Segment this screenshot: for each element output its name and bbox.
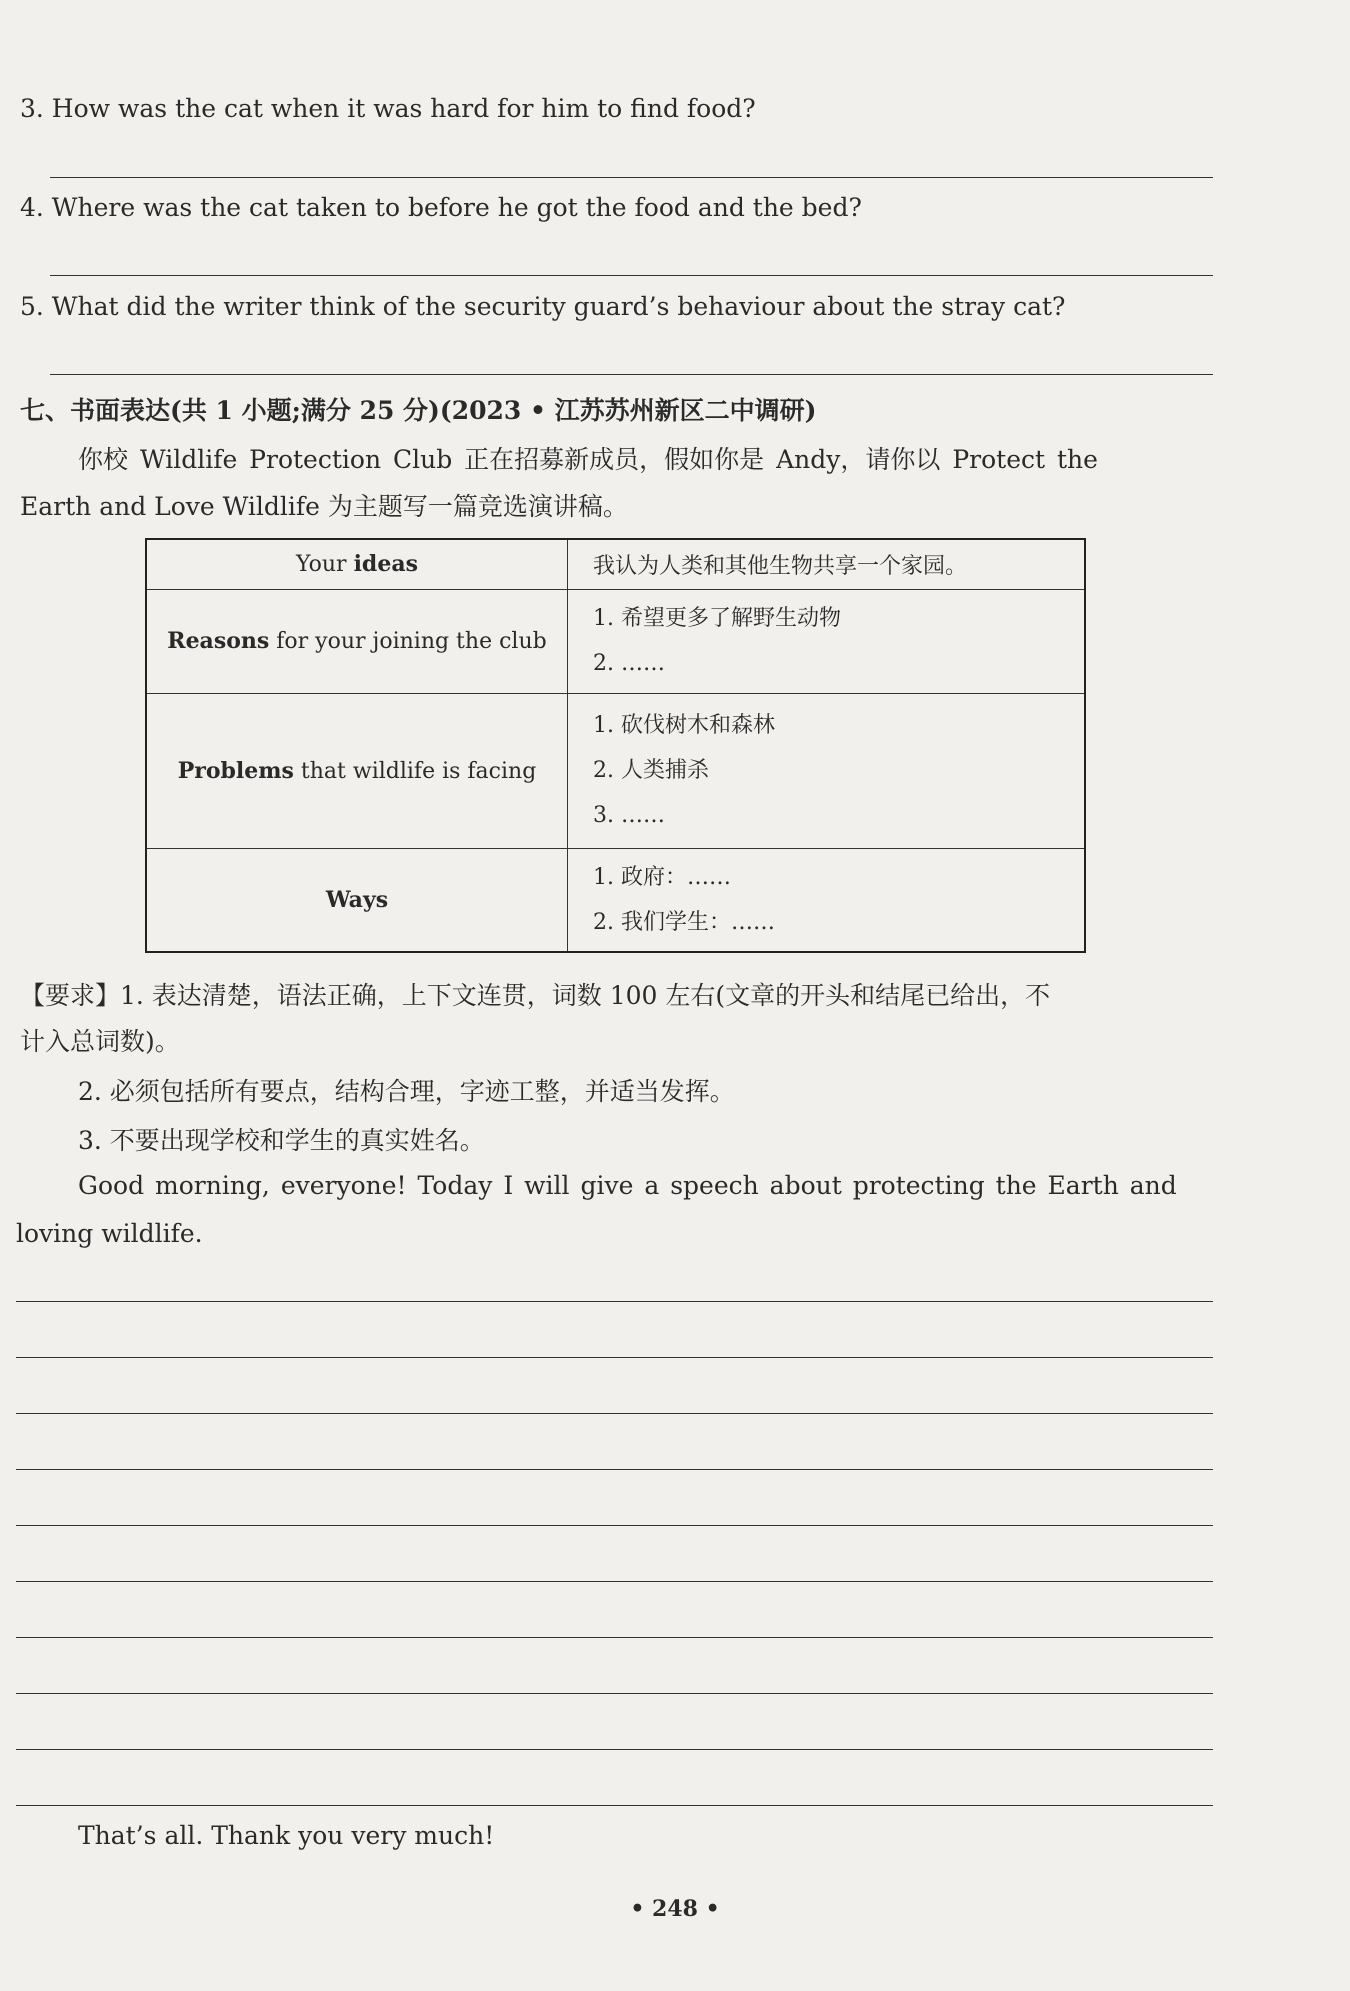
label-text: Your [296, 552, 354, 578]
answer-line-5[interactable] [50, 374, 1213, 375]
essay-opening-line-2: loving wildlife. [16, 1219, 203, 1248]
question-5: 5. What did the writer think of the security guard’s behaviour about the stray cat? [20, 292, 1066, 321]
cell-line: 2. 人类捕杀 [593, 758, 709, 783]
intro-line-2: Earth and Love Wildlife 为主题写一篇竞选演讲稿。 [20, 492, 628, 521]
question-4: 4. Where was the cat taken to before he got the food and the bed? [20, 193, 862, 222]
table-row [146, 848, 1085, 952]
table-row [146, 539, 1085, 589]
intro-line-1: 你校 Wildlife Protection Club 正在招募新成员，假如你是 Andy，请你以 Protect the [78, 445, 1098, 474]
question-3: 3. How was the cat when it was hard for him to find food? [20, 94, 756, 123]
row-label-problems [146, 693, 568, 848]
label-bold: ideas [353, 551, 418, 578]
cell-line: 1. 砍伐树木和森林 [593, 713, 775, 738]
writing-line[interactable] [16, 1581, 1213, 1582]
requirements-line-2: 计入总词数)。 [20, 1027, 180, 1056]
cell-line: 1. 希望更多了解野生动物 [593, 606, 841, 631]
cell-line: 3. …… [593, 803, 665, 828]
writing-line[interactable] [16, 1525, 1213, 1526]
answer-line-4[interactable] [50, 275, 1213, 276]
row-content-reasons [568, 589, 1086, 693]
writing-line[interactable] [16, 1805, 1213, 1806]
writing-line[interactable] [16, 1637, 1213, 1638]
answer-line-3[interactable] [50, 177, 1213, 178]
cell-line: 1. 政府：…… [593, 864, 731, 890]
row-content-ideas [568, 539, 1086, 589]
essay-opening-line-1: Good morning, everyone! Today I will give a speech about protecting the Earth and [78, 1171, 1177, 1200]
writing-line[interactable] [16, 1413, 1213, 1414]
cell-line: 2. 我们学生：…… [593, 909, 775, 935]
writing-line[interactable] [16, 1301, 1213, 1302]
row-content-ways [568, 848, 1086, 952]
label-bold: Reasons [167, 628, 270, 654]
section-heading: 七、书面表达(共 1 小题;满分 25 分)(2023 • 江苏苏州新区二中调研) [20, 396, 817, 425]
label-text: that wildlife is facing [293, 758, 537, 784]
table-row [146, 589, 1085, 693]
requirements-line-4: 3. 不要出现学校和学生的真实姓名。 [78, 1126, 485, 1155]
row-label-ideas [146, 539, 568, 589]
cell-line: 我认为人类和其他生物共享一个家园。 [593, 553, 968, 579]
writing-line[interactable] [16, 1693, 1213, 1694]
page-number: • 248 • [630, 1896, 720, 1922]
cell-line: 2. …… [593, 651, 665, 676]
writing-line[interactable] [16, 1749, 1213, 1750]
requirements-line-1: 【要求】1. 表达清楚，语法正确，上下文连贯，词数 100 左右(文章的开头和结尾已给出，不 [20, 981, 1051, 1010]
writing-line[interactable] [16, 1357, 1213, 1358]
requirements-line-3: 2. 必须包括所有要点，结构合理，字迹工整，并适当发挥。 [78, 1077, 735, 1106]
label-bold: Problems [177, 757, 294, 784]
table-row [146, 693, 1085, 848]
row-label-reasons [146, 589, 568, 693]
row-label-ways [146, 848, 568, 952]
essay-closing: That’s all. Thank you very much! [78, 1821, 495, 1850]
ideas-table [145, 538, 1086, 953]
row-content-problems [568, 693, 1086, 848]
label-text: for your joining the club [269, 629, 547, 654]
label-bold: Ways [325, 886, 389, 913]
writing-line[interactable] [16, 1469, 1213, 1470]
